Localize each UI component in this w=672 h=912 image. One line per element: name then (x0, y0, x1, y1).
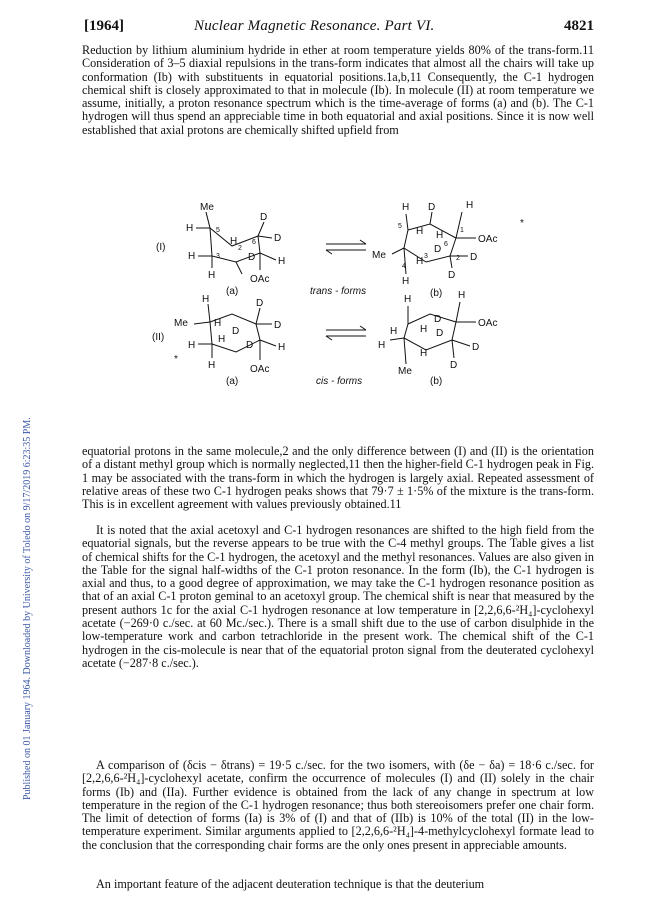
structure-label-ii: (II) (152, 332, 165, 343)
atom-d: D (450, 360, 458, 371)
atom-h: H (420, 348, 428, 359)
atom-number: 4 (402, 263, 406, 270)
paragraph-2: equatorial protons in the same molecule,2 and the only difference between (I) and (II) is the orientation of a distant methyl group which is normally neglected,11 then the higher-field C-1 hydrogen peak in Fig. 1 may be associated with the trans-form in which the hydrogen is largely axial. Repeated assessment of relative areas of these two C-1 hydrogen peaks shows that 79·7 ± 1·5% of the mixture is the trans-form. This is in excellent agreement with values previously obtained.11 (82, 444, 594, 512)
atom-h: H (214, 318, 222, 329)
atom-h: H (188, 340, 196, 351)
atom-number: 3 (216, 253, 220, 260)
running-header (84, 18, 594, 36)
atom-h: H (420, 324, 428, 335)
sub-label-b: (b) (430, 376, 443, 387)
sub-label-a: (a) (226, 286, 239, 297)
atom-number: 6 (444, 241, 448, 248)
atom-me: Me (372, 250, 386, 261)
atom-h: H (458, 290, 466, 301)
atom-h: H (278, 256, 286, 267)
sub-label-b: (b) (430, 288, 443, 299)
atom-number: 2 (238, 245, 242, 252)
cis-forms-caption: cis - forms (316, 376, 363, 387)
atom-h: H (402, 202, 410, 213)
atom-h: H (466, 200, 474, 211)
atom-h: H (208, 270, 216, 281)
atom-d: D (428, 202, 436, 213)
atom-h: H (404, 294, 412, 305)
atom-number: 2 (456, 255, 460, 262)
atom-d: D (248, 252, 256, 263)
atom-h: H (218, 334, 226, 345)
atom-number: 6 (252, 239, 256, 246)
page-number: 4821 (564, 18, 594, 34)
star-marker-ib: * (520, 218, 524, 229)
atom-h: H (278, 342, 286, 353)
star-marker-ii: * (174, 354, 178, 365)
structure-label-i: (I) (156, 242, 166, 253)
atom-d: D (448, 270, 456, 281)
atom-h: H (436, 230, 444, 241)
atom-h: H (186, 223, 194, 234)
atom-d: D (232, 326, 240, 337)
atom-h: H (378, 340, 386, 351)
atom-h: H (416, 226, 424, 237)
atom-me: Me (200, 202, 214, 213)
paragraph-4: A comparison of (δcis − δtrans) = 19·5 c./sec. for the two isomers, with (δe − δa) = 18·6 c./sec. for [2,2,6,6-²H₄]-cyclohexyl acetate, confirm the occurrence of molecules (I) and (II) solely in the chair forms (Ib) and (IIa). Further evidence is obtained from the lack of any change in spectrum at low temperature in the region of the C-1 hydrogen resonance; thus both stereoisomers prefer one chair form. The limit of detection of forms (Ia) is 3% of (I) and that of (IIb) is 10% of the total (II) in the low-temperature experiment. Similar arguments applied to [2,2,6,6-²H₄]-4-methylcyclohexyl formate lead to the conclusion that the corresponding chair forms are the only ones present in appreciable amounts. (82, 758, 594, 852)
atom-number: 5 (216, 227, 220, 234)
atom-d: D (256, 298, 264, 309)
atom-number: 5 (398, 223, 402, 230)
journal-year: [1964] (84, 18, 124, 34)
atom-d: D (434, 314, 442, 325)
atom-d: D (470, 252, 478, 263)
paragraph-5: An important feature of the adjacent deuteration technique is that the deuterium (96, 877, 485, 891)
atom-number: 1 (460, 227, 464, 234)
download-watermark (8, 160, 33, 800)
atom-d: D (434, 244, 442, 255)
atom-h: H (402, 276, 410, 287)
atom-h: H (208, 360, 216, 371)
atom-oac: OAc (250, 274, 270, 285)
atom-h: H (202, 294, 210, 305)
atom-oac: OAc (478, 318, 498, 329)
atom-h: H (230, 236, 238, 247)
atom-h: H (390, 326, 398, 337)
atom-d: D (274, 233, 282, 244)
atom-me: Me (398, 366, 412, 377)
paragraph-1: Reduction by lithium aluminium hydride in ether at room temperature yields 80% of the trans-form.11 Consideration of 3–5 diaxial repulsions in the trans-form indicates that almost all the chairs will take up conformation (Ib) with substituents in equatorial positions.1a,b,11 Consequently, the C-1 hydrogen chemical shift is closely approximated to that in molecule (Ib). In molecule (II) at room temperature we assume, initially, a proton resonance spectrum which is the time-average of forms (a) and (b). The C-1 hydrogen will thus spend an appreciable time in both equatorial and axial positions. Since it is now well established that axial protons are chemically shifted upfield from (82, 43, 594, 137)
sub-label-a: (a) (226, 376, 239, 387)
conformation-figure (140, 198, 560, 430)
download-watermark-text: Published on 01 January 1964. Downloaded by University of Toledo on 9/17/2019 6:23:35 PM. (22, 417, 33, 800)
atom-oac: OAc (250, 364, 270, 375)
atom-h: H (416, 256, 424, 267)
atom-d: D (260, 212, 268, 223)
atom-d: D (274, 320, 282, 331)
atom-me: Me (174, 318, 188, 329)
atom-d: D (472, 342, 480, 353)
atom-number: 3 (424, 253, 428, 260)
paragraph-3: It is noted that the axial acetoxyl and C-1 hydrogen resonances are shifted to the high field from the equatorial signals, but the reverse appears to be true with the C-4 methyl groups. The Table gives a list of chemical shifts for the C-1 hydrogen, the acetoxyl and the methyl resonances. Values are also given in the Table for the signal half-widths of the C-1 proton resonance. In the form (Ib), the C-1 hydrogen is axial and thus, to a good degree of approximation, we may take the C-1 hydrogen resonance position as that of an axial C-1 proton geminal to an acetoxyl group. The chemical shift is near that measured by the present authors 1c for the axial C-1 hydrogen resonance at low temperature in [2,2,6,6-²H₄]-cyclohexyl acetate (−269·0 c./sec. at 60 Mc./sec.). There is a small shift due to the use of carbon disulphide in the low-temperature work and carbon tetrachloride in the present work. The chemical shift of the C-1 hydrogen in the cis-molecule is near that of the equatorial proton signal from the deuterated cyclohexyl acetate (−287·8 c./sec.). (82, 523, 594, 670)
atom-h: H (188, 251, 196, 262)
trans-forms-caption: trans - forms (310, 286, 367, 297)
atom-d: D (246, 340, 254, 351)
running-title: Nuclear Magnetic Resonance. Part VI. (194, 18, 435, 34)
atom-oac: OAc (478, 234, 498, 245)
atom-d: D (436, 328, 444, 339)
